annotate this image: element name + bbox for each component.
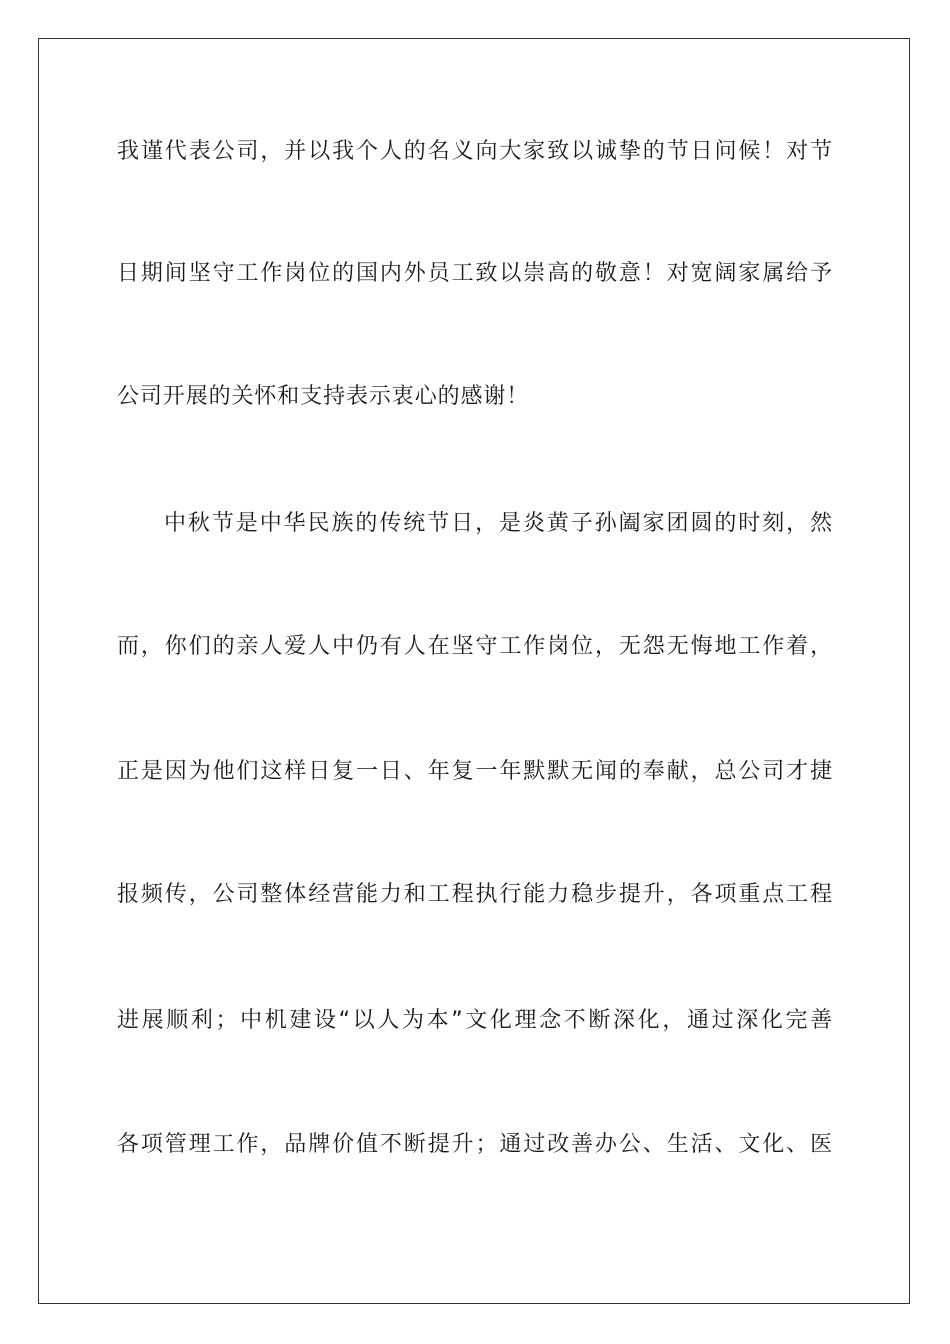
text-line-3: 公司开展的关怀和支持表示衷心的感谢！ [117,384,530,409]
text-line-8: 进展顺利；中机建设“以人为本”文化理念不断深化，通过深化完善 [117,1008,833,1033]
text-line-6: 正是因为他们这样日复一日、年复一年默默无闻的奉献，总公司才捷 [117,759,833,784]
text-line-9: 各项管理工作，品牌价值不断提升；通过改善办公、生活、文化、医 [117,1132,833,1157]
text-line-7: 报频传，公司整体经营能力和工程执行能力稳步提升，各项重点工程 [117,882,833,907]
text-line-2: 日期间坚守工作岗位的国内外员工致以崇高的敬意！对宽阔家属给予 [117,261,833,286]
text-line-4: 中秋节是中华民族的传统节日，是炎黄子孙阖家团圆的时刻，然 [164,511,833,536]
text-line-5: 而，你们的亲人爱人中仍有人在坚守工作岗位，无怨无悔地工作着， [117,634,833,659]
page-border [38,38,910,1304]
text-line-1: 我谨代表公司，并以我个人的名义向大家致以诚挚的节日问候！对节 [117,139,833,164]
